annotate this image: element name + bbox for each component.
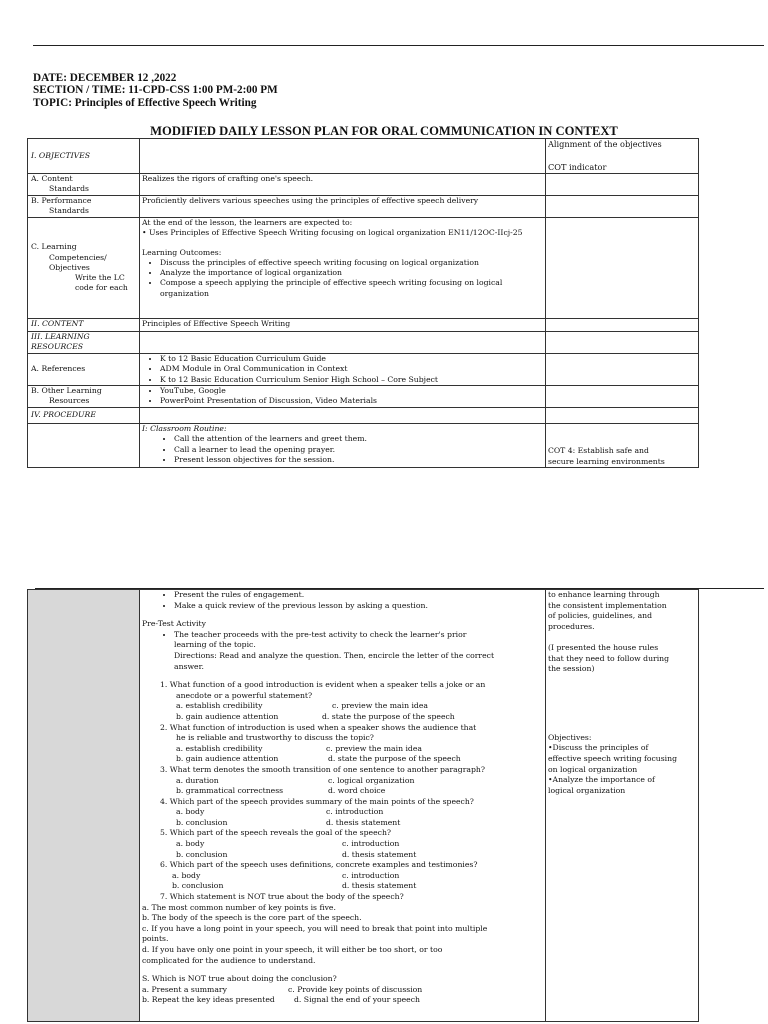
other-resources-list: • YouTube, Google • PowerPoint Presentation of Discussion, Video Materials bbox=[140, 386, 546, 408]
references-label: A. References bbox=[28, 354, 140, 386]
alignment-header: Alignment of the objectives COT indicator bbox=[546, 139, 699, 174]
question-3: 3. What term denotes the smooth transition of one sentence to another paragraph? a. duration c. logical organization b. grammatical correctness d. word choice bbox=[160, 764, 485, 796]
cot-indicator-text: COT 4: Establish safe and secure learning environments bbox=[546, 424, 699, 468]
content-standards-text: Realizes the rigors of crafting one's speech. bbox=[140, 174, 546, 196]
content-text: Principles of Effective Speech Writing bbox=[140, 319, 546, 332]
procedure-label: IV. PROCEDURE bbox=[28, 408, 140, 424]
topic-line: TOPIC: Principles of Effective Speech Writing bbox=[33, 97, 257, 109]
performance-standards-label: B. Performance Standards bbox=[28, 196, 140, 218]
learning-outcomes-list: • Discuss the principles of effective speech writing focusing on logical organization • Analyze the importance of logical organization • Compose a speech applying the principle of effective speech writing focusing on logical organization bbox=[142, 258, 543, 299]
content-standards-label: A. Content Standards bbox=[28, 174, 140, 196]
question-6: 6. Which part of the speech uses definitions, concrete examples and testimonies? a. body c. introduction b. conclusion d. thesis statement bbox=[160, 860, 478, 891]
document-title: MODIFIED DAILY LESSON PLAN FOR ORAL COMMUNICATION IN CONTEXT bbox=[150, 124, 618, 138]
references-list: • K to 12 Basic Education Curriculum Guide • ADM Module in Oral Communication in Context • K to 12 Basic Education Curriculum Senior High School – Core Subject bbox=[140, 354, 546, 386]
other-resources-label: B. Other Learning Resources bbox=[28, 386, 140, 408]
pretest-cell: • Present the rules of engagement. • Make a quick review of the previous lesson by asking a question. Pre-Test Activity • The teacher proceeds with the pre-test activity to check the learner's prior learning of the topic. Directions: Read and analyze the question. Then, encircle the letter of the correct answer. 1. What function of a good introduction is evident when a speaker tells a joke or an anecdote or a powerful statement? a. establish credibility c. preview the main idea b. gain audience attention d. state the purpose of the speech 2. What function of introduction is used when a speaker shows the audience that he is reliable and trustworthy to discuss the topic? a. establish credibility c. preview the main idea b. gain audience attention d. state the purpose of the speech 3. What term denotes the smooth transition of one sentence to another paragraph? a. duration c. logical organization b. grammatical correctness d. word choice 4. Which part of the speech provides summary of the main points of the speech? a. body c. introduction b. conclusion d. thesis statement 5. Which part of the speech reveals the goal of the speech? a. body c. introduction b. conclusion d. thesis statement 6. Which part of the speech uses definitions, concrete examples and testimonies? a. body c. introduction b. conclusion d. thesis statement 7. Which statement is NOT true about the body of the speech? a. The most common number of key points is five. b. The body of the speech is the core part of the speech. c. If you have a long point in your speech, you will need to break that point into multiple points. d. If you have only one point in your speech, it will either be too short, or too complicated for the audience to understand. S. Which is NOT true about doing the conclusion? a. Present a summary c. Provide key points of discussion b. Repeat the key ideas presented d. Signal the end of your speech bbox=[140, 590, 546, 1022]
competencies-label: C. Learning Competencies/ Objectives Write the LC code for each bbox=[28, 218, 140, 319]
question-1: 1. What function of a good introduction is evident when a speaker tells a joke or an anecdote or a powerful statement? a. establish credibility c. preview the main idea b. gain audience attention d. state the purpose of the speech bbox=[160, 680, 486, 721]
alignment-cell: to enhance learning through the consistent implementation of policies, guidelines, and procedures. (I presented the house rules that they need to follow during the session) Objectives: •Discuss the principles of effective speech writing focusing on logical organization •Analyze the importance of logical organization bbox=[546, 590, 699, 1022]
classroom-routine: I: Classroom Routine: • Call the attention of the learners and greet them. • Call a learner to lead the opening prayer. • Present lesson objectives for the session. bbox=[140, 424, 546, 468]
date-line: DATE: DECEMBER 12 ,2022 bbox=[33, 72, 177, 84]
question-2: 2. What function of introduction is used when a speaker shows the audience that he is reliable and trustworthy to discuss the topic? a. establish credibility c. preview the main idea b. gain audience attention d. state the purpose of the speech bbox=[160, 722, 477, 764]
objectives-label: I. OBJECTIVES bbox=[28, 139, 140, 174]
content-label: II. CONTENT bbox=[28, 319, 140, 332]
objectives-alignment: Objectives: •Discuss the principles of effective speech writing focusing on logical organization •Analyze the importance of logical organization bbox=[548, 732, 677, 795]
question-4: 4. Which part of the speech provides summary of the main points of the speech? a. body c. introduction b. conclusion d. thesis statement bbox=[160, 796, 474, 827]
question-8: S. Which is NOT true about doing the conclusion? a. Present a summary c. Provide key points of discussion b. Repeat the key ideas presented d. Signal the end of your speech bbox=[142, 974, 423, 1005]
lesson-plan-table-1 bbox=[27, 138, 699, 468]
competencies-text: At the end of the lesson, the learners are expected to: • Uses Principles of Effective Speech Writing focusing on logical organization EN11/12OC-IIcj-25 Learning Outcomes: • Discuss the principles of effective speech writing focusing on logical organization • Analyze the importance of logical organization • Compose a speech applying the principle of effective speech writing focusing on logical organization bbox=[140, 218, 546, 319]
section-line: SECTION / TIME: 11-CPD-CSS 1:00 PM-2:00 PM bbox=[33, 84, 278, 96]
question-7: 7. Which statement is NOT true about the body of the speech? a. The most common number of key points is five. b. The body of the speech is the core part of the speech. c. If you have a long point in your speech, you will need to break that point into multiple points. d. If you have only one point in your speech, it will either be too short, or too complicated for the audience to understand. bbox=[142, 892, 488, 965]
shaded-label-cell bbox=[28, 590, 140, 1022]
learning-resources-label: III. LEARNING RESOURCES bbox=[28, 332, 140, 354]
lesson-plan-table-2 bbox=[27, 589, 699, 1022]
performance-standards-text: Proficiently delivers various speeches using the principles of effective speech delivery bbox=[140, 196, 546, 218]
question-5: 5. Which part of the speech reveals the goal of the speech? a. body c. introduction b. conclusion d. thesis statement bbox=[160, 828, 417, 859]
top-rule bbox=[33, 45, 764, 46]
